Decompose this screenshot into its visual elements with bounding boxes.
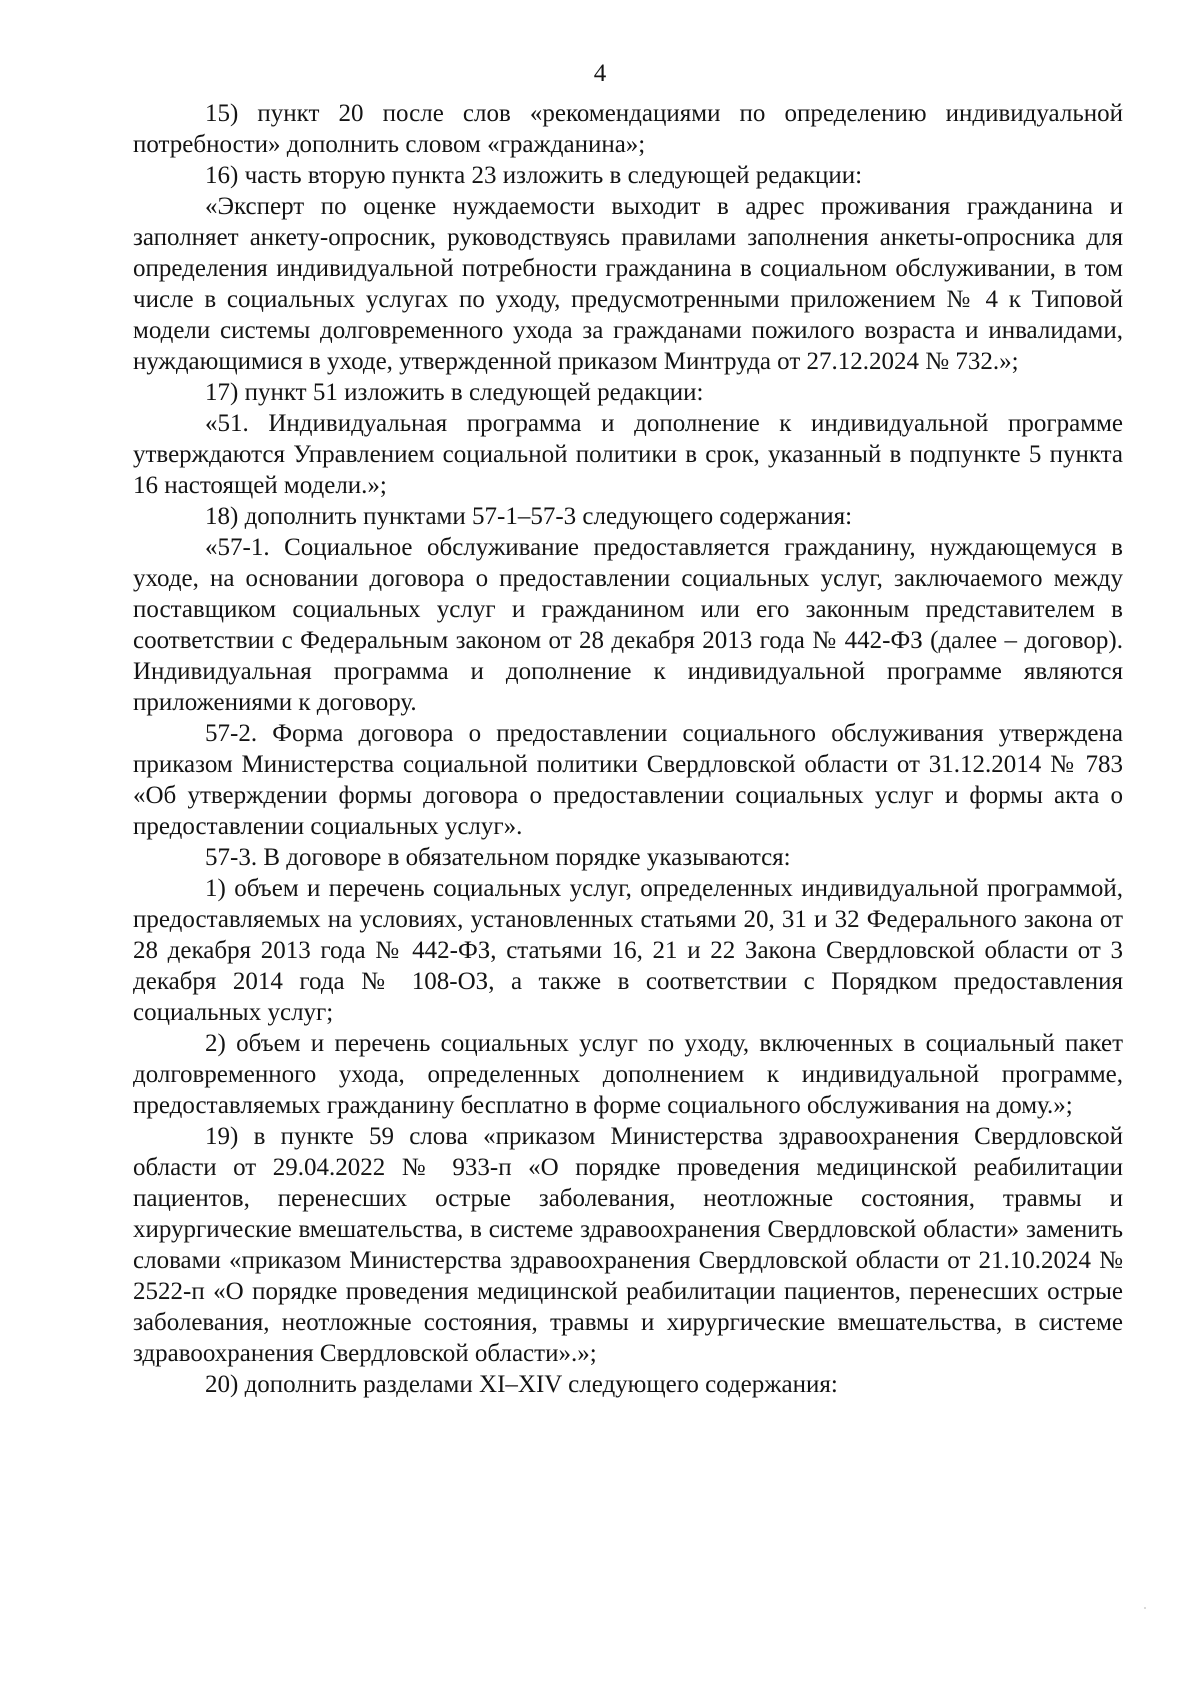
paragraph-quote-expert: «Эксперт по оценке нуждаемости выходит в адрес проживания гражданина и заполняет анкету-опросник, руководствуясь правилами заполнения анкеты-опросника для определения индивидуальной потребности гражданина в социальном обслуживании, в том числе в социальных услугах по уходу, предусмотренными приложением № 4 к Типовой модели системы долговременного ухода за гражданами пожилого возраста и инвалидами, нуждающимися в уходе, утвержденной приказом Минтруда от 27.12.2024 № 732.»;: [133, 193, 1123, 375]
paragraph-57-3: 57-3. В договоре в обязательном порядке указываются:: [205, 844, 791, 871]
paragraph-item-17: 17) пункт 51 изложить в следующей редакции:: [205, 379, 704, 406]
paragraph-item-15: 15) пункт 20 после слов «рекомендациями по определению индивидуальной потребности» дополнить словом «гражданина»;: [133, 100, 1123, 158]
scan-artifact-dot: [1144, 1607, 1146, 1609]
paragraph-item-20: 20) дополнить разделами XI–XIV следующего содержания:: [205, 1371, 838, 1398]
paragraph-item-18: 18) дополнить пунктами 57-1–57-3 следующего содержания:: [205, 503, 853, 530]
paragraph-quote-51: «51. Индивидуальная программа и дополнение к индивидуальной программе утверждаются Управлением социальной политики в срок, указанный в подпункте 5 пункта 16 настоящей модели.»;: [133, 410, 1123, 499]
paragraph-57-2: 57-2. Форма договора о предоставлении социального обслуживания утверждена приказом Министерства социальной политики Свердловской области от 31.12.2014 № 783 «Об утверждении формы договора о предоставлении социальных услуг и формы акта о предоставлении социальных услуг».: [133, 720, 1123, 840]
paragraph-item-19: 19) в пункте 59 слова «приказом Министерства здравоохранения Свердловской области от 29.04.2022 № 933-п «О порядке проведения медицинской реабилитации пациентов, перенесших острые заболевания, неотложные состояния, травмы и хирургические вмешательства, в системе здравоохранения Свердловской области» заменить словами «приказом Министерства здравоохранения Свердловской области от 21.10.2024 № 2522-п «О порядке проведения медицинской реабилитации пациентов, перенесших острые заболевания, неотложные состояния, травмы и хирургические вмешательства, в системе здравоохранения Свердловской области».»;: [133, 1123, 1123, 1367]
paragraph-57-3-sub-2: 2) объем и перечень социальных услуг по уходу, включенных в социальный пакет долговременного ухода, определенных дополнением к индивидуальной программе, предоставляемых гражданину бесплатно в форме социального обслуживания на дому.»;: [133, 1030, 1123, 1119]
paragraph-57-3-sub-1: 1) объем и перечень социальных услуг, определенных индивидуальной программой, предоставляемых на условиях, установленных статьями 20, 31 и 32 Федерального закона от 28 декабря 2013 года № 442-ФЗ, статьями 16, 21 и 22 Закона Свердловской области от 3 декабря 2014 года № 108-ОЗ, а также в соответствии с Порядком предоставления социальных услуг;: [133, 875, 1123, 1026]
paragraph-item-16: 16) часть вторую пункта 23 изложить в следующей редакции:: [205, 162, 863, 189]
paragraph-57-1: «57-1. Социальное обслуживание предоставляется гражданину, нуждающемуся в уходе, на основании договора о предоставлении социальных услуг, заключаемого между поставщиком социальных услуг и гражданином или его законным представителем в соответствии с Федеральным законом от 28 декабря 2013 года № 442-ФЗ (далее – договор). Индивидуальная программа и дополнение к индивидуальной программе являются приложениями к договору.: [133, 534, 1123, 716]
document-body: [133, 98, 1123, 1400]
page-number: 4: [593, 60, 607, 87]
